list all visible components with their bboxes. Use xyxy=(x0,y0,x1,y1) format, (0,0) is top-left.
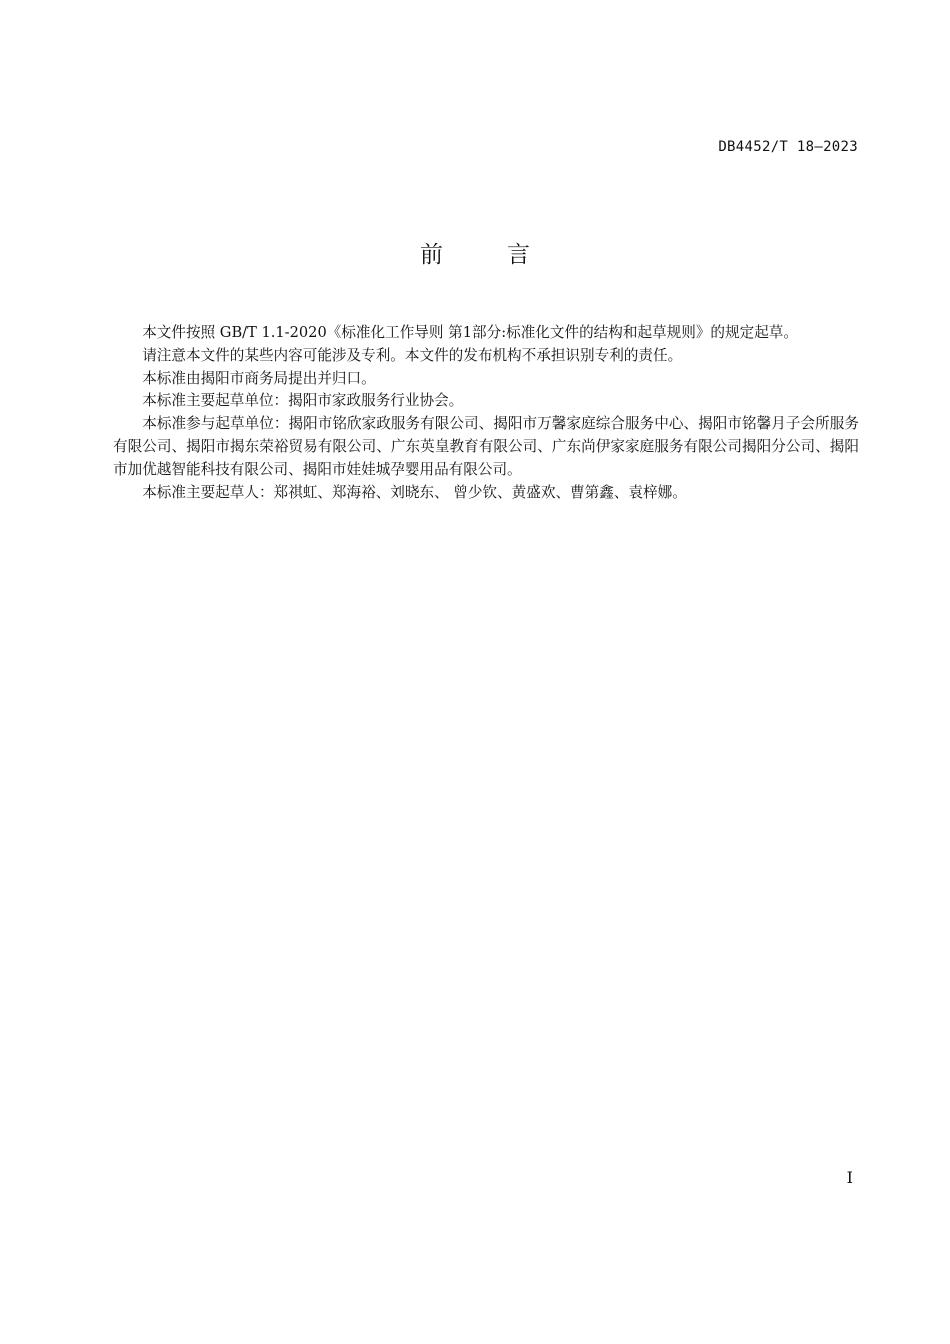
paragraph-drafting-rules: 本文件按照 GB/T 1.1-2020《标准化工作导则 第1部分:标准化文件的结构和起草规则》的规定起草。 xyxy=(142,324,798,341)
paragraph-patent-notice: 请注意本文件的某些内容可能涉及专利。本文件的发布机构不承担识别专利的责任。 xyxy=(142,346,683,364)
document-code: DB4452/T 18—2023 xyxy=(718,139,858,155)
foreword-body xyxy=(113,322,859,504)
paragraph-participating-units: 本标准参与起草单位：揭阳市铭欣家政服务有限公司、揭阳市万馨家庭综合服务中心、揭阳市铭馨月子会所服务有限公司、揭阳市揭东荣裕贸易有限公司、广东英皇教育有限公司、广东尚伊家家庭服务有限公司揭阳分公司、揭阳市加优越智能科技有限公司、揭阳市娃娃城孕婴用品有限公司。 xyxy=(113,415,859,478)
paragraph-main-drafting-unit: 本标准主要起草单位：揭阳市家政服务行业协会。 xyxy=(142,392,464,410)
paragraph-proposer: 本标准由揭阳市商务局提出并归口。 xyxy=(142,369,376,387)
paragraph-main-drafters: 本标准主要起草人：郑祺虹、郑海裕、刘晓东、 曾少钦、黄盛欢、曹第鑫、袁梓娜。 xyxy=(142,483,687,501)
page-title: 前言 xyxy=(420,242,594,268)
page-number: I xyxy=(846,1168,853,1187)
